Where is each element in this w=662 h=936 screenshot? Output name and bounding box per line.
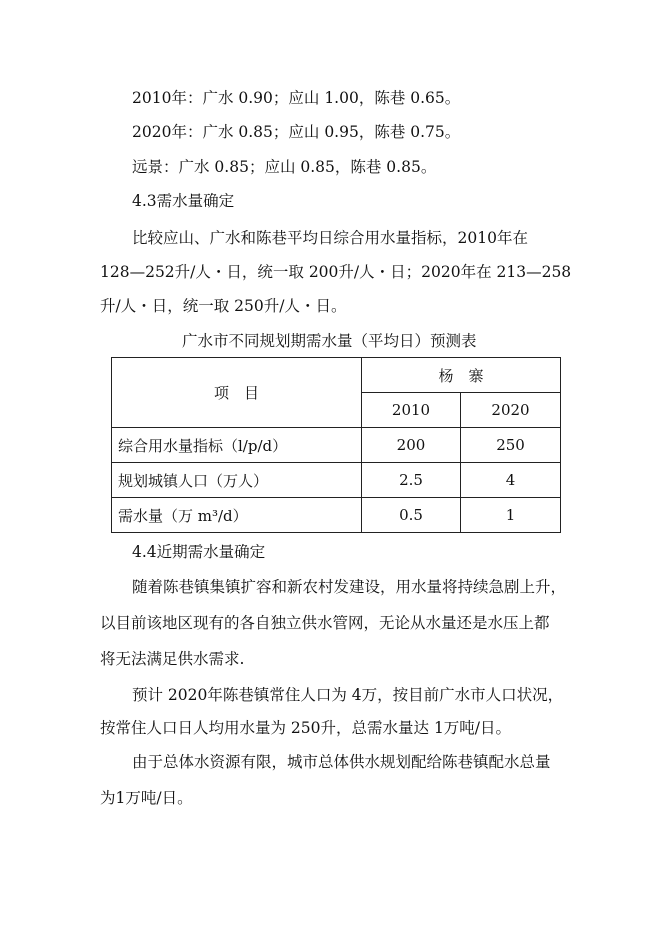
water-demand-table: [111, 357, 561, 533]
value-2010: 0.5: [362, 498, 461, 533]
coefficient-line-far: 远景：广水 0.85；应山 0.85，陈巷 0.85。: [132, 158, 437, 176]
paragraph-line: 升/人・日，统一取 250升/人・日。: [100, 297, 347, 315]
row-label: 综合用水量指标（l/p/d）: [112, 428, 362, 463]
paragraph-line: 比较应山、广水和陈巷平均日综合用水量指标，2010年在: [132, 229, 528, 247]
coefficient-line-2020: 2020年：广水 0.85；应山 0.95，陈巷 0.75。: [132, 123, 461, 141]
section-heading-4-4: 4.4近期需水量确定: [132, 543, 266, 561]
header-group-cell: [362, 358, 561, 393]
row-label: 规划城镇人口（万人）: [112, 463, 362, 498]
value-2010: 200: [362, 428, 461, 463]
section-heading-4-3: 4.3需水量确定: [132, 192, 235, 210]
paragraph-line: 将无法满足供水需求.: [100, 650, 245, 668]
table-row: [112, 463, 561, 498]
paragraph-line: 预计 2020年陈巷镇常住人口为 4万，按目前广水市人口状况，: [132, 686, 564, 704]
header-group-label: 杨 寨: [438, 366, 484, 385]
paragraph-line: 按常住人口日人均用水量为 250升，总需水量达 1万吨/日。: [100, 719, 512, 737]
value-2020: 4: [461, 463, 561, 498]
value-2020: 1: [461, 498, 561, 533]
coefficient-line-2010: 2010年：广水 0.90；应山 1.00，陈巷 0.65。: [132, 89, 461, 107]
paragraph-line: 为1万吨/日。: [100, 789, 193, 807]
header-item-label: 项 目: [213, 384, 259, 402]
table-row: [112, 428, 561, 463]
value-2010: 2.5: [362, 463, 461, 498]
year-2020-cell: 2020: [461, 393, 561, 428]
year-2010-cell: 2010: [362, 393, 461, 428]
table-header-row: [112, 358, 561, 393]
paragraph-line: 由于总体水资源有限，城市总体供水规划配给陈巷镇配水总量: [132, 753, 551, 771]
table-row: [112, 498, 561, 533]
row-label: 需水量（万 m³/d）: [112, 498, 362, 533]
header-item-cell: [112, 358, 362, 428]
paragraph-line: 128—252升/人・日，统一取 200升/人・日；2020年在 213—258: [100, 263, 572, 281]
table-caption: 广水市不同规划期需水量（平均日）预测表: [182, 332, 477, 350]
paragraph-line: 随着陈巷镇集镇扩容和新农村发建设，用水量将持续急剧上升，: [132, 578, 567, 596]
paragraph-line: 以目前该地区现有的各自独立供水管网，无论从水量还是水压上都: [100, 614, 550, 632]
value-2020: 250: [461, 428, 561, 463]
